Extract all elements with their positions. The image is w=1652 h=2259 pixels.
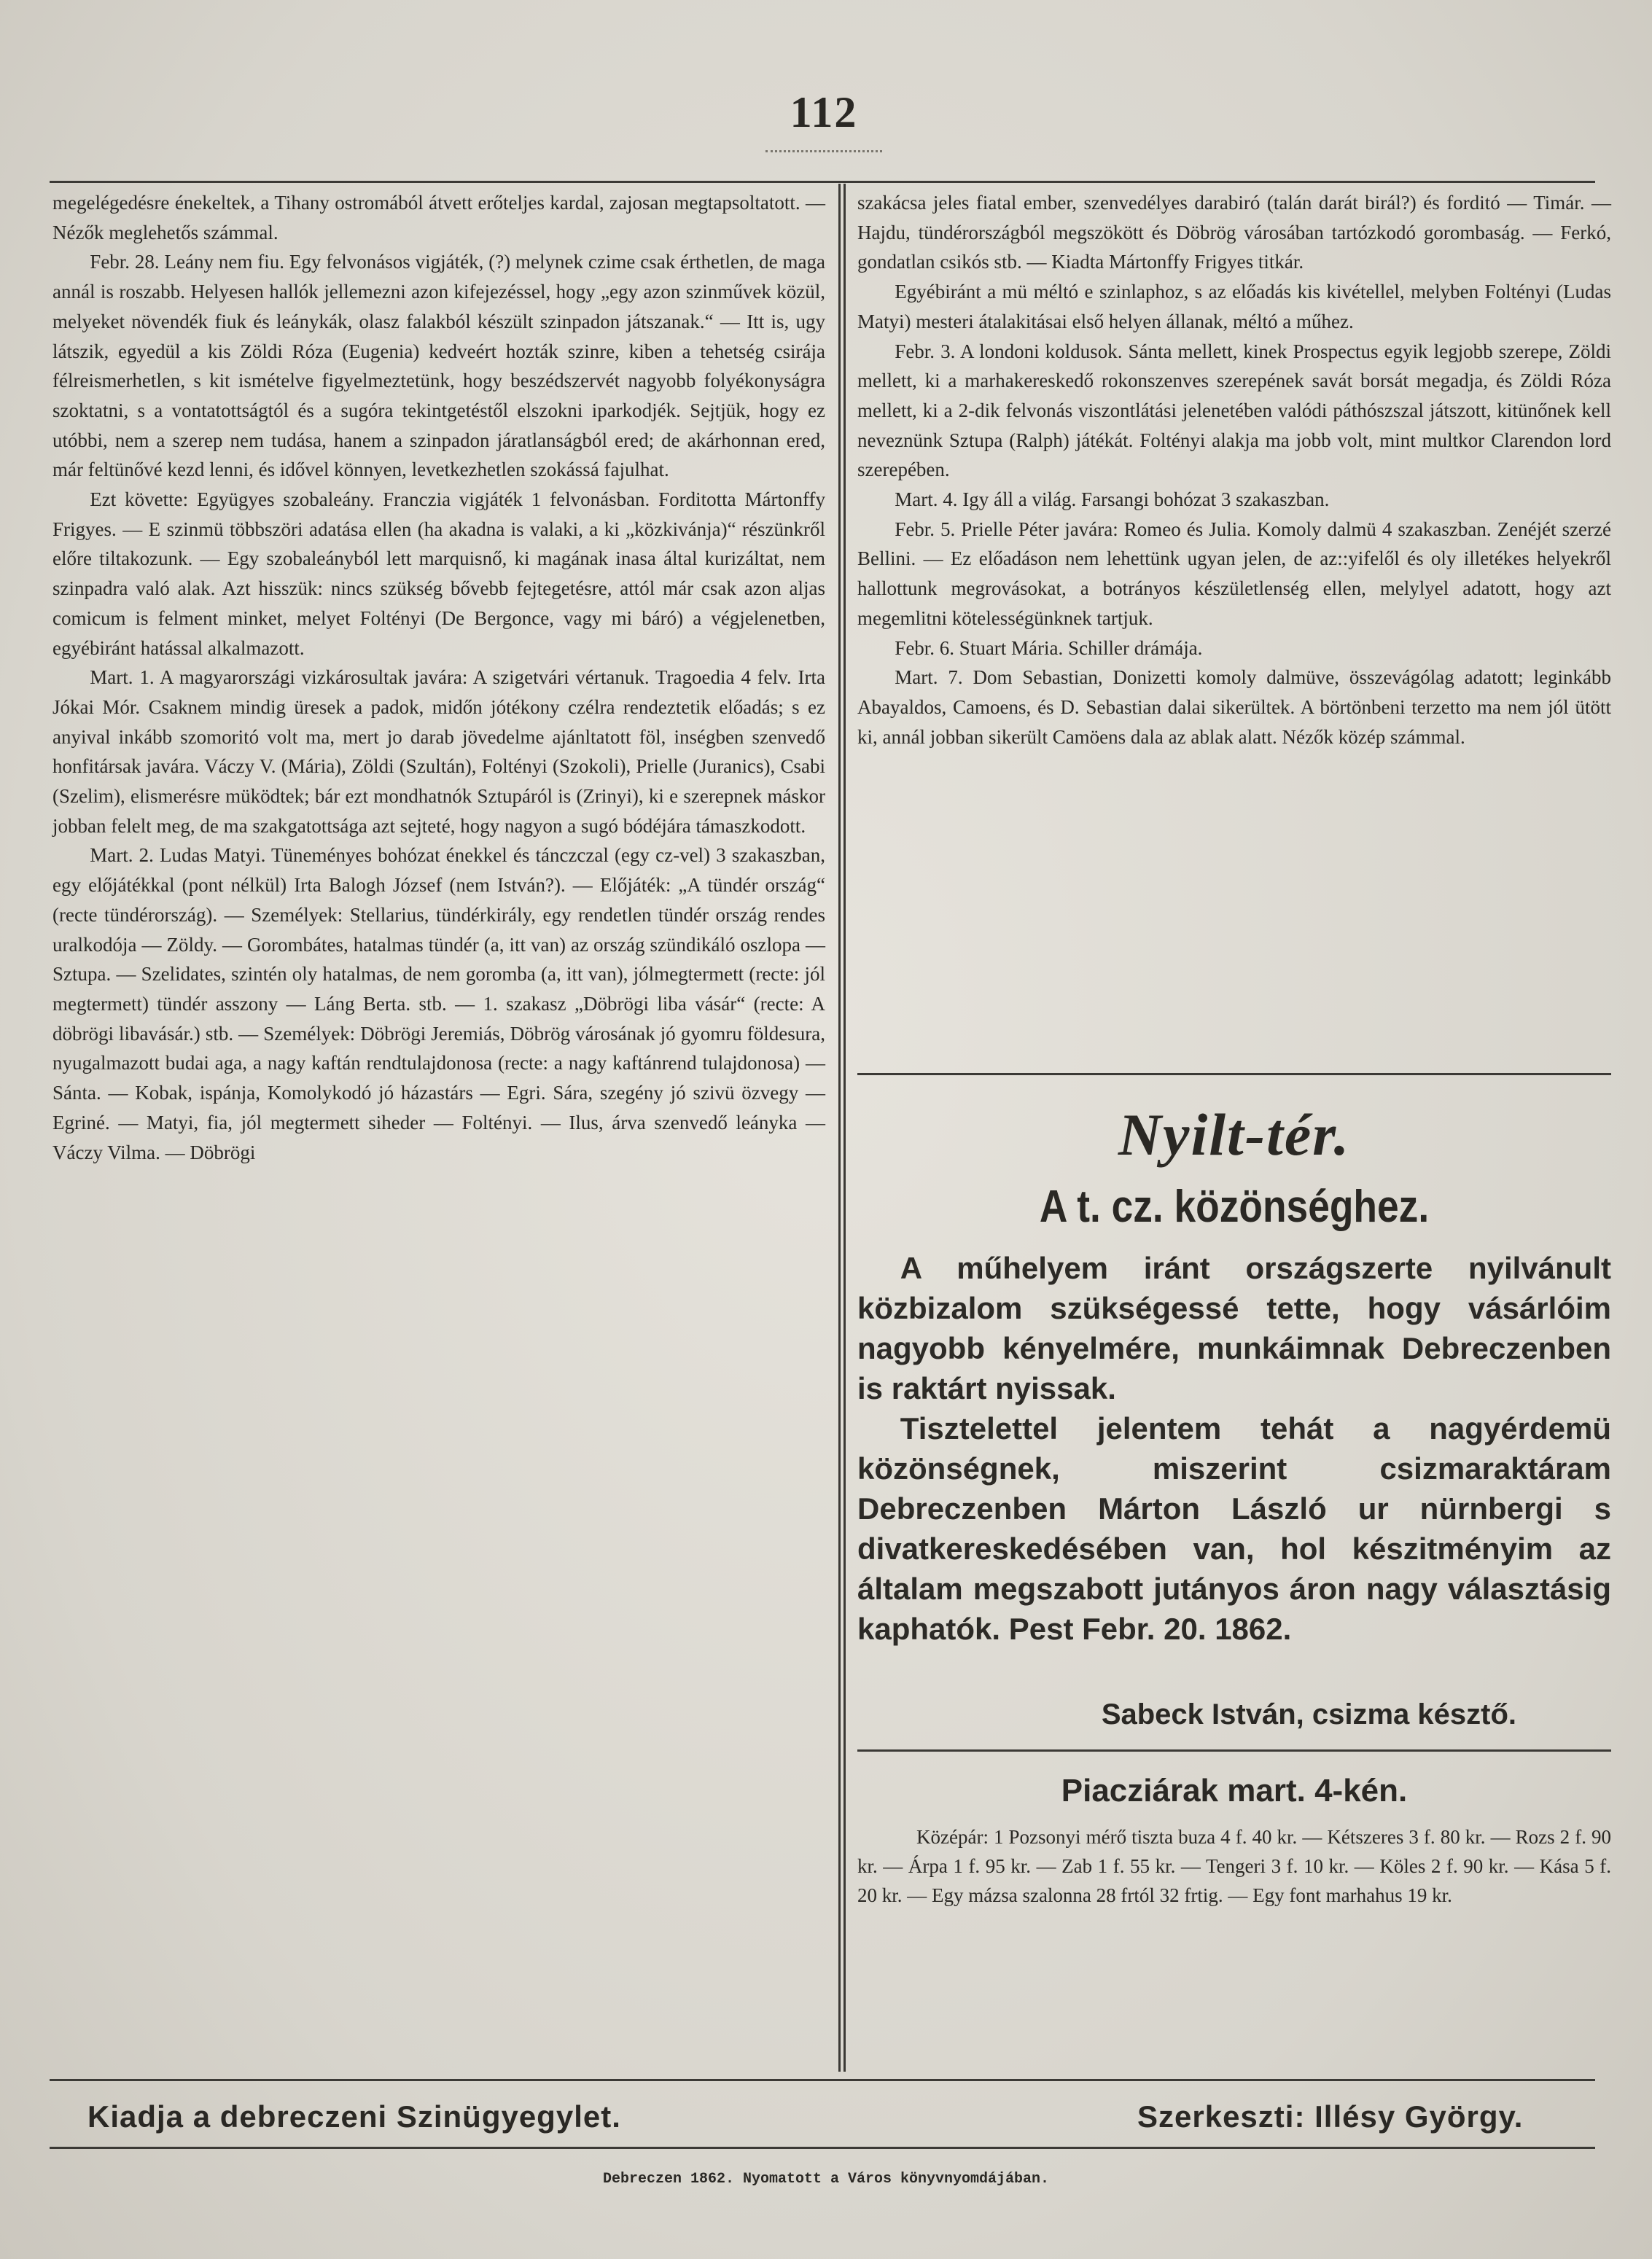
header-rule (50, 181, 1595, 183)
article-paragraph: megelégedésre énekeltek, a Tihany ostromából átvett erőteljes kardal, zajosan megtapsoltatott. — Nézők meglehetős számmal. (52, 192, 825, 243)
page-number-ornament (765, 146, 882, 152)
article-paragraph: Mart. 1. A magyarországi vizkárosultak javára: A szigetvári vértanuk. Tragoedia 4 felv. Irta Jókai Mór. Csaknem mindig üresek a padok, midőn jótékony czélra rendeztetik előadás; s ez anyival inkább szomoritó volt ma, mert jo darab jövedelme ajánltatott föl, inségben szenvedő honfitársak javára. Váczy V. (Mária), Zöldi (Szultán), Foltényi (Szokoli), Prielle (Juranics), Csabi (Szelim), elismerésre müködtek; bár ezt mondhatnók Sztupáról is (Zrinyi), ki e szerepnek máskor jobban felelt meg, de ma szakgatottsága azt sejteté, hogy nagyon a sugó bódéjára támaszkodott. (52, 666, 825, 837)
advert-body (857, 1248, 1611, 1649)
editor-line: Szerkeszti: Illésy György. (1137, 2099, 1524, 2134)
article-paragraph: Febr. 28. Leány nem fiu. Egy felvonásos vigjáték, (?) melynek czime csak érthetlen, de maga annál is roszabb. Helyesen hallók jellemezni azon kifejezéssel, hogy „egy azon szinművek közül, melyeket növendék fiuk és leánykák, olasz falakból készült szinpadon játszanak.“ — Itt is, ugy látszik, egyedül a kis Zöldi Róza (Eugenia) kedveért hozták szinre, kiben a tehetség csirája félreismerhetlen, s kit ismételve figyelmeztetünk, hogy beszédszervét nagyobb folyékonyságra szoktatni, s a vontatottságtól és a sugóra tekintgetéstől elszokni iparkodjék. Sejtjük, hogy ez utóbbi, nem a szerep nem tudása, hanem a szinpadon járatlanságból ered; de akárhonnan ered, már feltünővé kezd lenni, és idővel könnyen, levetkezhetlen szokássá fajulhat. (52, 251, 825, 481)
advert-paragraph: A műhelyem iránt országszerte nyilvánult közbizalom szükségessé tette, hogy vásárlóim nagyobb kényelmére, munkáimnak Debreczenben is raktárt nyissak. (857, 1251, 1611, 1405)
article-paragraph: Mart. 4. Igy áll a világ. Farsangi bohózat 3 szakaszban. (895, 488, 1330, 511)
article-paragraph: Febr. 5. Prielle Péter javára: Romeo és Julia. Komoly dalmü 4 szakaszban. Zenéjét szerzé Bellini. — Ez előadáson nem lehettünk ugyan jelen, de az::yifelől és oly illetékes helyekről hallottunk megrovásokat, a botrányos készületlenség ellen, melylyel adatott, hogy azt megemlitni kötelességünknek tartjuk. (857, 518, 1611, 629)
article-paragraph: Mart. 7. Dom Sebastian, Donizetti komoly dalmüve, összevágólag adatott; leginkább Abayaldos, Camoens, és D. Sebastian dalai sikerültek. A börtönbeni terzetto ma nem jól ütött ki, annál jobban sikerült Camöens dala az ablak alatt. Nézők közép számmal. (857, 666, 1611, 748)
footer-bottom-rule (50, 2147, 1595, 2149)
printer-imprint: Debreczen 1862. Nyomatott a Város könyvnyomdájában. (602, 2171, 1050, 2188)
market-prices-text: Középár: 1 Pozsonyi mérő tiszta buza 4 f. 40 kr. — Kétszeres 3 f. 80 kr. — Rozs 2 f. 90 kr. — Árpa 1 f. 95 kr. — Zab 1 f. 55 kr. — Tengeri 3 f. 10 kr. — Köles 2 f. 90 kr. — Kása 5 f. 20 kr. — Egy mázsa szalonna 28 frtól 32 frtig. — Egy font marhahus 19 kr. (857, 1826, 1611, 1906)
advert-heading: A t. cz. közönséghez. (1039, 1182, 1430, 1232)
publisher-line: Kiadja a debreczeni Szinügyegylet. (87, 2099, 621, 2134)
page-number: 112 (790, 88, 858, 136)
advert-paragraph: Tisztelettel jelentem tehát a nagyérdemü közönségnek, miszerint csizmaraktáram Debreczenben Márton László ur nürnbergi s divatkereskedésében van, hol készitményim az általam megszabott jutányos áron nagy választásig kaphatók. Pest Febr. 20. 1862. (857, 1411, 1611, 1646)
article-paragraph: Mart. 2. Ludas Matyi. Tüneményes bohózat énekkel és tánczczal (egy cz-vel) 3 szakaszban, egy előjátékkal (pont nélkül) Irta Balogh József (nem István?). — Előjáték: „A tündér ország“ (recte tündérország). — Személyek: Stellarius, tündérkirály, egy rendetlen tündér ország rendes uralkodója — Zöldy. — Gorombátes, hatalmas tündér (a, itt van) az ország szündikáló oszlopa — Sztupa. — Szelidates, szintén oly hatalmas, de nem goromba (a, itt van), jólmegtermett (recte: jól megtermett) tündér asszony — Láng Berta. stb. — 1. szakasz „Döbrögi liba vásár“ (recte: A döbrögi libavásár.) stb. — Személyek: Döbrögi Jeremiás, Döbrög városának jó gyomru földesura, nyugalmazott budai aga, a nagy kaftán rendtulajdonosa (recte: a nagy kaftánrend tulajdonosa) — Sánta. — Kobak, ispánja, Komolykodó jó házastárs — Egri. Sára, szegény jó szivü özvegy — Egriné. — Matyi, fia, jól megtermett siheder — Foltényi. — Ilus, árva szenvedő leányka — Váczy Vilma. — Döbrögi (52, 844, 825, 1163)
column-divider (838, 184, 846, 2072)
article-paragraph: Febr. 6. Stuart Mária. Schiller drámája. (895, 636, 1203, 659)
article-paragraph: szakácsa jeles fiatal ember, szenvedélyes darabiró (talán darát birál?) és forditó — Timár. — Hajdu, tündérországból megszökött és Döbrög városában tartózkodó gorombaság. — Ferkó, gondatlan csikós stb. — Kiadta Mártonffy Frigyes titkár. (857, 192, 1611, 273)
right-column (857, 188, 1611, 752)
left-column (52, 188, 825, 1167)
article-paragraph: Febr. 3. A londoni koldusok. Sánta mellett, kinek Prospectus egyik legjobb szerepe, Zöldi mellett, ki a marhakereskedő rokonszenves szerepének savát borsát megadja, és Zöldi Róza mellett, ki a 2-dik felvonás viszontlátási jelenetében valódi páthószszal játszott, kitünőnek kell neveznünk Sztupa (Ralph) játékát. Foltényi alakja ma jobb volt, mint multkor Clarendon lord szerepében. (857, 340, 1611, 481)
advert-section-title: Nyilt-tér. (1118, 1101, 1351, 1168)
market-prices (857, 1822, 1611, 1910)
footer-top-rule (50, 2079, 1595, 2081)
advert-signature: Sabeck István, csizma késztő. (1101, 1698, 1516, 1731)
market-top-rule (857, 1749, 1611, 1752)
article-paragraph: Ezt követte: Együgyes szobaleány. Franczia vigjáték 1 felvonásban. Forditotta Mártonffy Frigyes. — E szinmü többszöri adatása ellen (ha akadna is valaki, a ki „közkivánja)“ részünkről előre tiltakozunk. — Egy szobaleányból lett marquisnő, ki magának inasa által kurizáltat, nem szinpadra való alak. Azt hisszük: nincs szükség bővebb fejtegetésre, attól már csak azon aljas comicum is felment minket, melyet Foltényi (De Bergonce, vagy mi báró) a végjelenetben, egyébiránt hatással alkalmazott. (52, 488, 825, 659)
market-title: Piacziárak mart. 4-kén. (1061, 1773, 1408, 1809)
article-paragraph: Egyébiránt a mü méltó e szinlaphoz, s az előadás kis kivétellel, melyben Foltényi (Ludas Matyi) mesteri átalakitásai első helyen állanak, méltó a műhez. (857, 281, 1611, 332)
advert-top-rule (857, 1073, 1611, 1075)
